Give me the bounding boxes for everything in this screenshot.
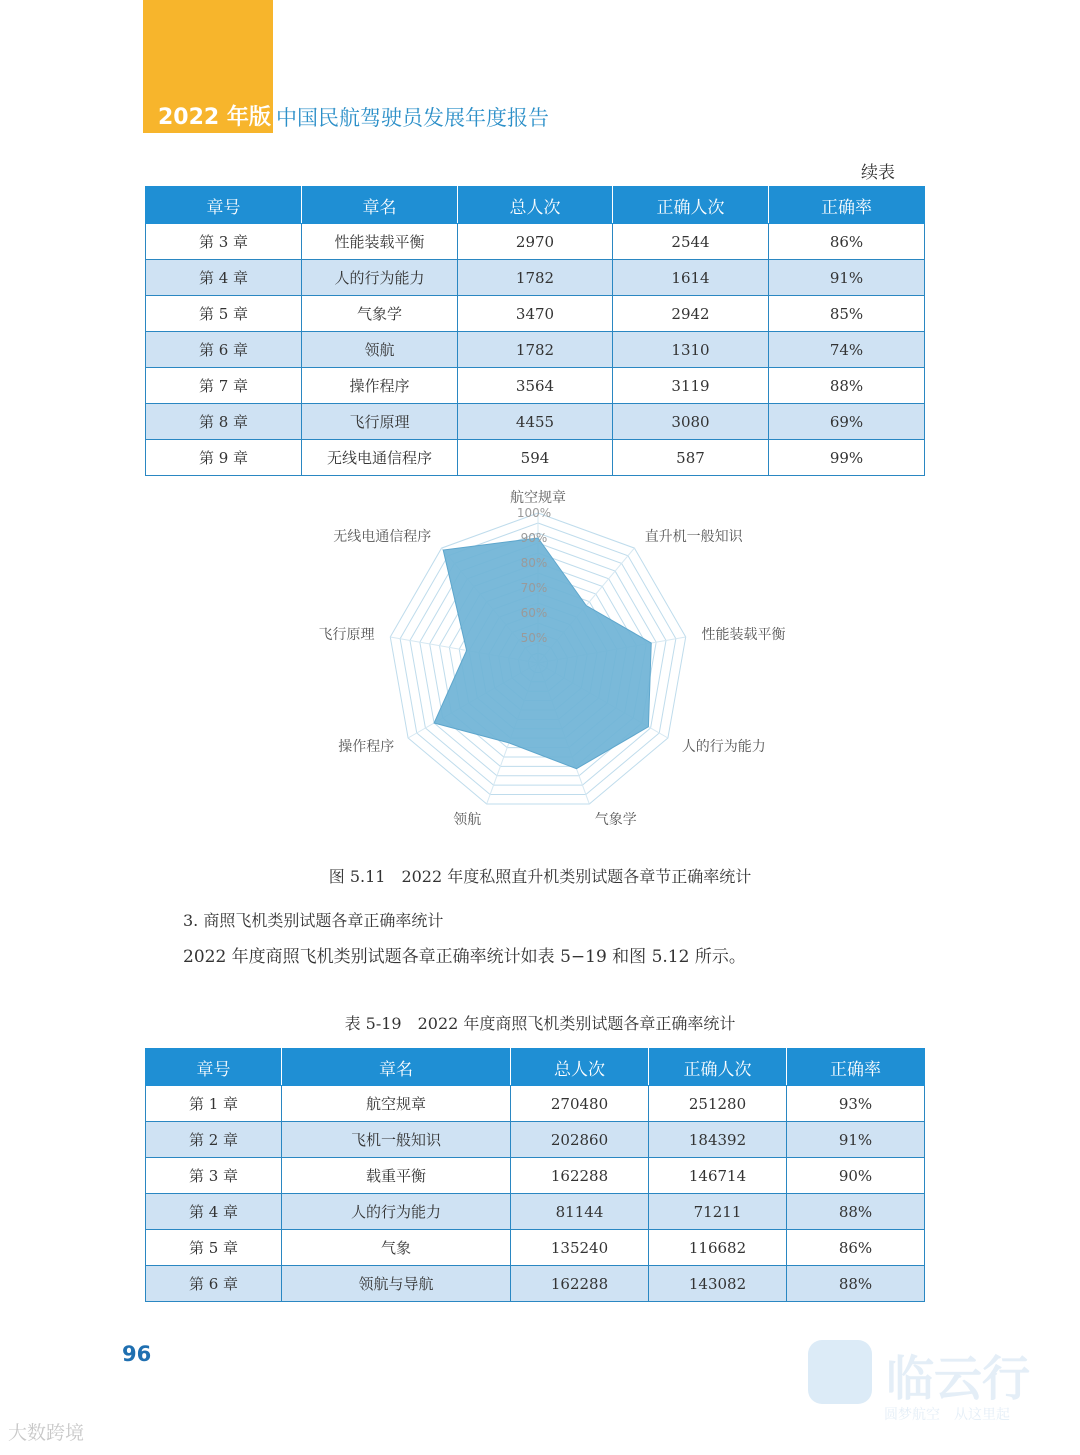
cell-chapter-no: 第 3 章: [146, 1158, 282, 1194]
col-header-chapter-no: 章号: [146, 1049, 282, 1086]
cell-correct: 146714: [649, 1158, 787, 1194]
table-row: [146, 1122, 925, 1158]
cell-rate: 69%: [769, 404, 925, 440]
radar-tick-label: 100%: [516, 506, 552, 520]
radar-tick-label: 70%: [520, 581, 548, 595]
cell-chapter-name: 领航与导航: [282, 1266, 511, 1302]
cell-rate: 74%: [769, 332, 925, 368]
col-header-correct: 正确人次: [613, 187, 769, 224]
cell-rate: 88%: [769, 368, 925, 404]
cell-chapter-no: 第 2 章: [146, 1122, 282, 1158]
table-row: [146, 224, 925, 260]
table-row: [146, 1158, 925, 1194]
watermark-tagline: 圆梦航空 从这里起: [884, 1407, 1010, 1423]
cell-total: 3564: [458, 368, 613, 404]
radar-tick-label: 80%: [520, 556, 548, 570]
cell-correct: 143082: [649, 1266, 787, 1302]
cell-rate: 91%: [769, 260, 925, 296]
table-row: [146, 1194, 925, 1230]
cell-correct: 71211: [649, 1194, 787, 1230]
cell-chapter-name: 无线电通信程序: [302, 440, 458, 476]
table-row: [146, 1266, 925, 1302]
continued-label: 续表: [861, 163, 895, 183]
table-row: [146, 296, 925, 332]
table-row: [146, 368, 925, 404]
cell-chapter-no: 第 8 章: [146, 404, 302, 440]
cell-rate: 90%: [787, 1158, 925, 1194]
cell-chapter-name: 操作程序: [302, 368, 458, 404]
cell-correct: 184392: [649, 1122, 787, 1158]
cell-chapter-no: 第 4 章: [146, 260, 302, 296]
cell-correct: 251280: [649, 1086, 787, 1122]
radar-category-label: 操作程序: [338, 739, 395, 755]
radar-category-label: 气象学: [594, 811, 637, 828]
table-row: [146, 260, 925, 296]
table-row: [146, 440, 925, 476]
cell-chapter-name: 载重平衡: [282, 1158, 511, 1194]
cell-chapter-no: 第 5 章: [146, 296, 302, 332]
cell-total: 270480: [511, 1086, 649, 1122]
cell-rate: 93%: [787, 1086, 925, 1122]
page-number: 96: [122, 1342, 152, 1366]
cell-correct: 2942: [613, 296, 769, 332]
cell-chapter-no: 第 6 章: [146, 332, 302, 368]
radar-series-area: [434, 538, 651, 769]
table-row: [146, 404, 925, 440]
table-header-row: [146, 1049, 925, 1086]
header-year: 2022 年版: [158, 105, 271, 130]
watermark-brand: 临云行: [886, 1351, 1031, 1407]
cell-chapter-no: 第 5 章: [146, 1230, 282, 1266]
cell-rate: 86%: [787, 1230, 925, 1266]
cell-correct: 3080: [613, 404, 769, 440]
col-header-rate: 正确率: [769, 187, 925, 224]
col-header-chapter-name: 章名: [282, 1049, 511, 1086]
cell-total: 81144: [511, 1194, 649, 1230]
table-row: [146, 1086, 925, 1122]
cell-rate: 99%: [769, 440, 925, 476]
cell-chapter-name: 人的行为能力: [282, 1194, 511, 1230]
cell-total: 1782: [458, 332, 613, 368]
table-header-row: [146, 187, 925, 224]
cell-chapter-name: 飞机一般知识: [282, 1122, 511, 1158]
cell-chapter-no: 第 4 章: [146, 1194, 282, 1230]
cell-correct: 587: [613, 440, 769, 476]
header-title: 中国民航驾驶员发展年度报告: [276, 106, 549, 130]
col-header-chapter-no: 章号: [146, 187, 302, 224]
table-caption: 表 5-19 2022 年度商照飞机类别试题各章正确率统计: [344, 1014, 736, 1033]
cell-total: 162288: [511, 1158, 649, 1194]
cell-total: 162288: [511, 1266, 649, 1302]
cell-correct: 2544: [613, 224, 769, 260]
radar-category-label: 航空规章: [510, 490, 566, 506]
radar-chart: [280, 480, 800, 840]
cell-chapter-name: 领航: [302, 332, 458, 368]
cell-chapter-name: 性能装载平衡: [302, 224, 458, 260]
radar-category-label: 领航: [453, 811, 482, 828]
cell-chapter-name: 气象: [282, 1230, 511, 1266]
cell-total: 2970: [458, 224, 613, 260]
col-header-rate: 正确率: [787, 1049, 925, 1086]
table-continued: [145, 186, 925, 476]
cell-total: 594: [458, 440, 613, 476]
cell-chapter-no: 第 7 章: [146, 368, 302, 404]
table-row: [146, 332, 925, 368]
cell-correct: 3119: [613, 368, 769, 404]
cell-rate: 85%: [769, 296, 925, 332]
section-heading: 3. 商照飞机类别试题各章正确率统计: [183, 911, 444, 930]
table-5-19: [145, 1048, 925, 1302]
cell-total: 202860: [511, 1122, 649, 1158]
cell-correct: 1310: [613, 332, 769, 368]
cell-total: 3470: [458, 296, 613, 332]
watermark-left: 大数跨境: [8, 1422, 85, 1444]
cell-chapter-name: 气象学: [302, 296, 458, 332]
cell-correct: 1614: [613, 260, 769, 296]
cell-rate: 91%: [787, 1122, 925, 1158]
col-header-total: 总人次: [458, 187, 613, 224]
radar-category-label: 性能装载平衡: [701, 627, 786, 644]
cell-rate: 88%: [787, 1194, 925, 1230]
col-header-correct: 正确人次: [649, 1049, 787, 1086]
cell-chapter-no: 第 6 章: [146, 1266, 282, 1302]
col-header-chapter-name: 章名: [302, 187, 458, 224]
cell-total: 4455: [458, 404, 613, 440]
body-paragraph: 2022 年度商照飞机类别试题各章正确率统计如表 5−19 和图 5.12 所示。: [183, 947, 746, 967]
radar-tick-label: 50%: [520, 631, 548, 645]
cell-total: 135240: [511, 1230, 649, 1266]
cell-chapter-no: 第 3 章: [146, 224, 302, 260]
radar-category-label: 无线电通信程序: [333, 528, 432, 545]
cell-chapter-no: 第 1 章: [146, 1086, 282, 1122]
table-row: [146, 1230, 925, 1266]
plane-logo-icon: [808, 1340, 872, 1404]
cell-chapter-no: 第 9 章: [146, 440, 302, 476]
cell-rate: 86%: [769, 224, 925, 260]
figure-caption: 图 5.11 2022 年度私照直升机类别试题各章节正确率统计: [328, 867, 752, 886]
radar-category-label: 飞行原理: [318, 627, 375, 644]
cell-correct: 116682: [649, 1230, 787, 1266]
radar-category-label: 直升机一般知识: [644, 528, 743, 545]
cell-rate: 88%: [787, 1266, 925, 1302]
radar-tick-label: 90%: [520, 531, 548, 545]
cell-chapter-name: 人的行为能力: [302, 260, 458, 296]
col-header-total: 总人次: [511, 1049, 649, 1086]
cell-chapter-name: 航空规章: [282, 1086, 511, 1122]
cell-total: 1782: [458, 260, 613, 296]
radar-category-label: 人的行为能力: [681, 739, 766, 755]
cell-chapter-name: 飞行原理: [302, 404, 458, 440]
radar-tick-label: 60%: [520, 606, 548, 620]
